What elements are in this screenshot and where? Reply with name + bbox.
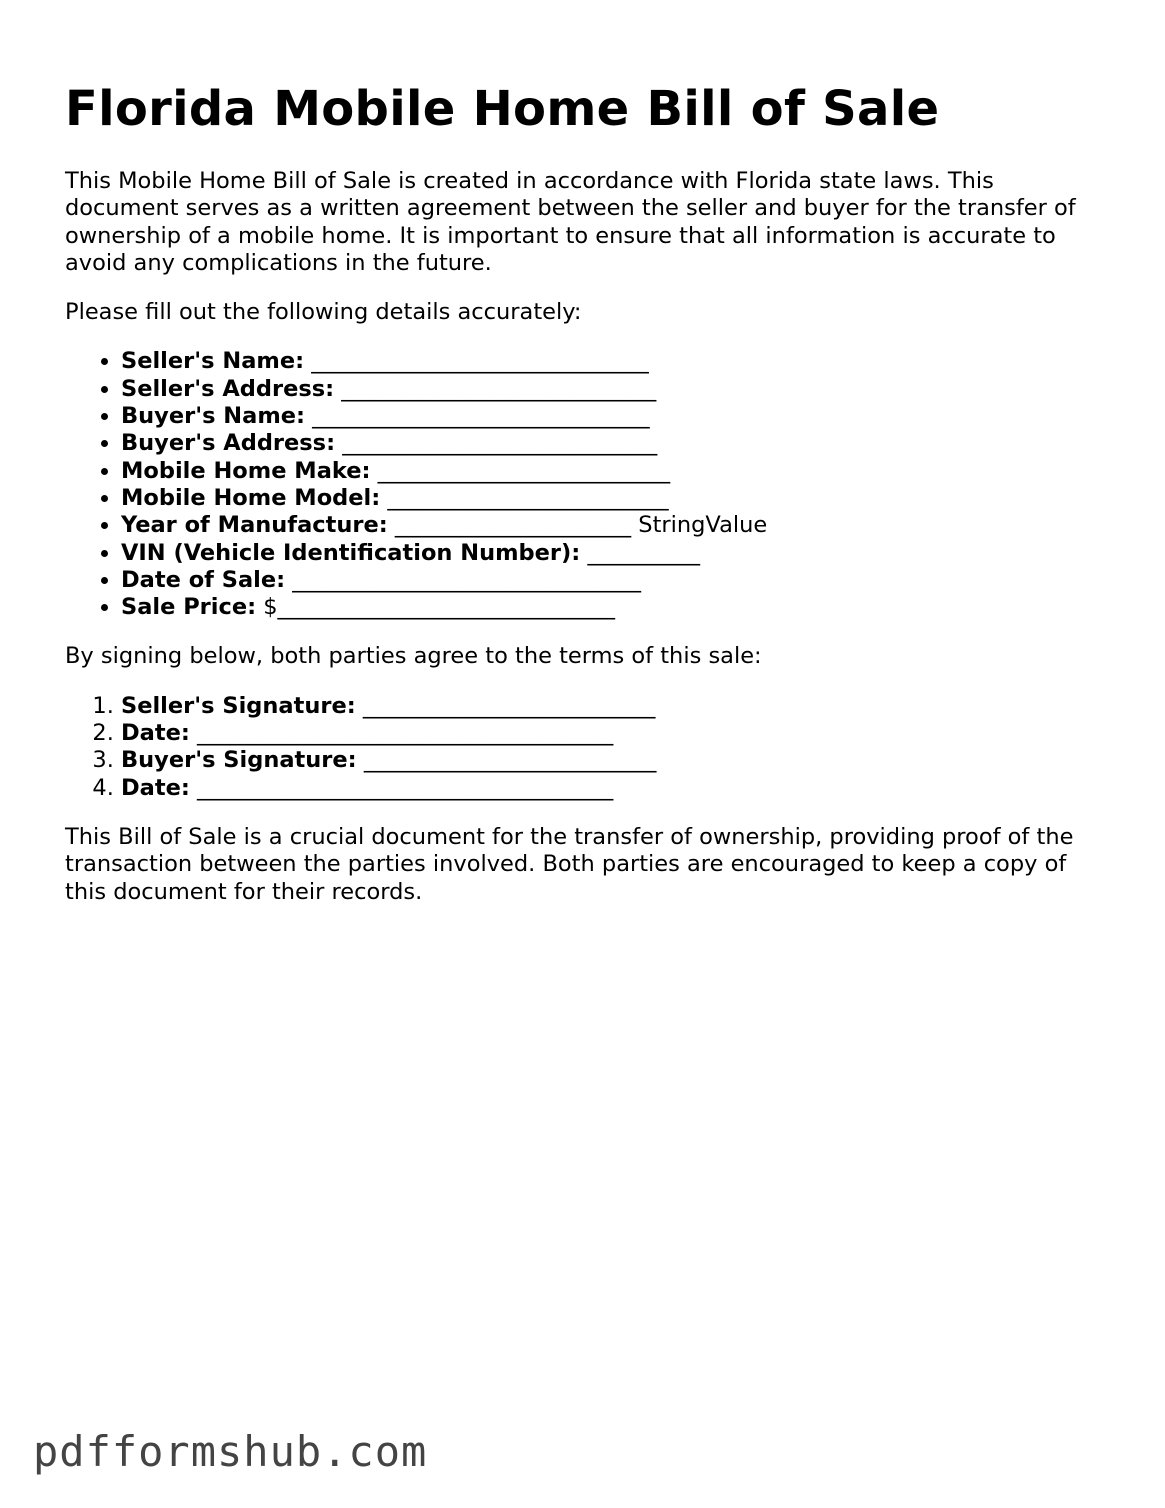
signature-list — [65, 693, 1105, 802]
document-page — [65, 78, 1105, 906]
detail-label: Year of Manufacture: — [121, 512, 388, 539]
detail-seller-address — [121, 376, 1105, 403]
detail-make — [121, 458, 1105, 485]
detail-blank: $______________________________ — [256, 594, 616, 621]
detail-blank: ______________________________ — [305, 403, 650, 430]
detail-blank: ____________________________ — [334, 375, 657, 402]
detail-buyer-address — [121, 430, 1105, 457]
detail-label: Mobile Home Model: — [121, 484, 381, 511]
detail-blank: _____________________ StringValue — [387, 512, 768, 539]
detail-blank: __________ — [580, 539, 700, 566]
details-list — [65, 348, 1105, 621]
signature-label: Date: — [121, 774, 190, 801]
signature-blank: __________________________ — [355, 692, 656, 719]
fill-prompt: Please fill out the following details accurately: — [65, 299, 582, 326]
signature-label: Buyer's Signature: — [121, 747, 357, 774]
detail-buyer-name — [121, 403, 1105, 430]
detail-seller-name — [121, 348, 1105, 375]
signature-buyer — [121, 747, 1105, 774]
detail-label: Seller's Address: — [121, 375, 335, 402]
detail-blank: __________________________ — [370, 457, 671, 484]
detail-label: Sale Price: — [121, 594, 257, 621]
agreement-statement: By signing below, both parties agree to the terms of this sale: — [65, 643, 762, 670]
signature-blank: _____________________________________ — [189, 720, 614, 747]
intro-paragraph: This Mobile Home Bill of Sale is created in accordance with Florida state laws. This document serves as a written agreement between the seller and buyer for the transfer of ownership of a mobile home. It is important to ensure that all information is accurate to avoid any complications in the future. — [65, 168, 1076, 276]
detail-blank: _________________________ — [380, 484, 669, 511]
detail-label: VIN (Vehicle Identification Number): — [121, 539, 581, 566]
detail-vin — [121, 540, 1105, 567]
signature-label: Seller's Signature: — [121, 692, 356, 719]
detail-label: Buyer's Name: — [121, 403, 306, 430]
detail-sale-price — [121, 594, 1105, 621]
watermark-text: pdfformshub.com — [33, 1427, 428, 1476]
signature-label: Date: — [121, 720, 190, 747]
detail-label: Seller's Name: — [121, 348, 305, 375]
detail-date-of-sale — [121, 567, 1105, 594]
signature-seller — [121, 693, 1105, 720]
detail-label: Date of Sale: — [121, 566, 286, 593]
detail-blank: ______________________________ — [304, 348, 649, 375]
closing-paragraph: This Bill of Sale is a crucial document for the transfer of ownership, providing proof of the transaction between the parties involved. Both parties are encouraged to keep a copy of this document for their records. — [65, 823, 1074, 905]
signature-buyer-date — [121, 775, 1105, 802]
detail-blank: ____________________________ — [335, 430, 658, 457]
signature-blank: _____________________________________ — [189, 774, 614, 801]
detail-model — [121, 485, 1105, 512]
document-title: Florida Mobile Home Bill of Sale — [65, 81, 940, 137]
detail-label: Buyer's Address: — [121, 430, 336, 457]
detail-year — [121, 512, 1105, 539]
detail-blank: _______________________________ — [285, 566, 642, 593]
signature-seller-date — [121, 720, 1105, 747]
detail-label: Mobile Home Make: — [121, 457, 371, 484]
signature-blank: __________________________ — [356, 747, 657, 774]
